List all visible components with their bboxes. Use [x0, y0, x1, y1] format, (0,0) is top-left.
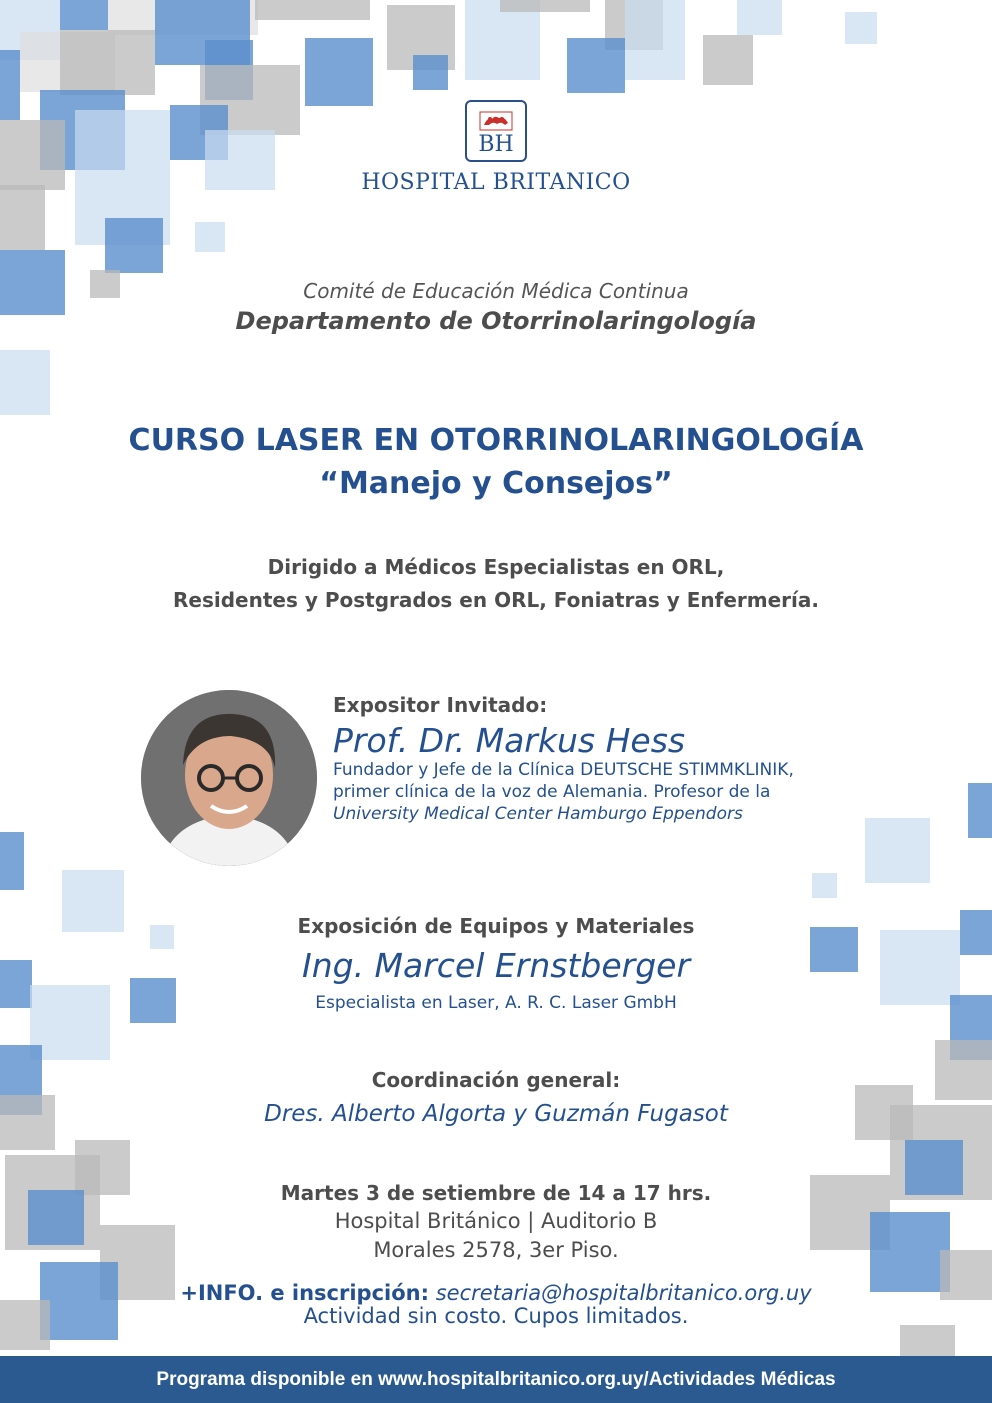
guest-speaker-heading: Expositor Invitado: — [333, 693, 548, 717]
hospital-name: HOSPITAL BRITANICO — [361, 170, 631, 195]
decor-square — [625, 0, 685, 80]
logo-initials: BH — [478, 132, 514, 157]
decor-square — [845, 12, 877, 44]
speaker-photo — [141, 690, 317, 866]
decor-square — [195, 222, 225, 252]
guest-speaker-bio-line: Fundador y Jefe de la Clínica DEUTSCHE STIMMKLINIK, — [333, 760, 794, 780]
course-subtitle: “Manejo y Consejos” — [319, 466, 673, 501]
decor-square — [413, 55, 448, 90]
decor-square — [0, 832, 24, 890]
guest-speaker-name: Prof. Dr. Markus Hess — [333, 721, 686, 760]
lion-crest-icon — [479, 111, 513, 131]
event-venue: Hospital Británico | Auditorio B — [334, 1209, 658, 1233]
guest-speaker-bio-line: primer clínica de la voz de Alemania. Profesor de la — [333, 782, 771, 802]
decor-square — [812, 873, 837, 898]
event-address: Morales 2578, 3er Piso. — [373, 1238, 619, 1262]
info-line — [0, 1281, 992, 1305]
decor-square — [900, 1325, 955, 1356]
department-name: Departamento de Otorrinolaringología — [235, 307, 757, 335]
course-title: CURSO LASER EN OTORRINOLARINGOLOGÍA — [128, 423, 864, 458]
info-email-link[interactable]: secretaria@hospitalbritanico.org.uy — [435, 1281, 812, 1305]
audience-line-2: Residentes y Postgrados en ORL, Foniatras y Enfermería. — [173, 588, 819, 612]
event-date: Martes 3 de setiembre de 14 a 17 hrs. — [280, 1181, 712, 1205]
equipment-heading: Exposición de Equipos y Materiales — [297, 914, 695, 938]
info-label: +INFO. e inscripción: — [180, 1281, 430, 1305]
footer-program-link[interactable]: Programa disponible en www.hospitalbritanico.org.uy/Actividades Médicas — [156, 1369, 836, 1390]
decor-square — [305, 38, 373, 106]
decor-square — [567, 38, 625, 93]
decor-square — [465, 0, 540, 80]
decor-square — [500, 0, 590, 12]
hospital-logo — [465, 100, 527, 162]
coordination-names: Dres. Alberto Algorta y Guzmán Fugasot — [264, 1101, 728, 1127]
coordination-heading: Coordinación general: — [371, 1068, 621, 1092]
decor-square — [968, 783, 992, 838]
decor-square — [105, 218, 163, 273]
equipment-presenter-role: Especialista en Laser, A. R. C. Laser GmbH — [315, 993, 677, 1013]
guest-speaker-block — [333, 693, 933, 825]
decor-square — [0, 50, 20, 120]
decor-square — [0, 350, 50, 415]
equipment-presenter-name: Ing. Marcel Ernstberger — [301, 946, 691, 985]
speaker-portrait-icon — [141, 690, 317, 866]
audience-line-1: Dirigido a Médicos Especialistas en ORL, — [267, 555, 725, 579]
decor-square — [865, 818, 930, 883]
decor-square — [255, 0, 370, 20]
guest-speaker-bio-line: University Medical Center Hamburgo Eppendors — [333, 804, 743, 824]
committee-name: Comité de Educación Médica Continua — [303, 279, 689, 303]
footer-bar — [0, 1356, 992, 1403]
decor-square — [703, 35, 753, 85]
decor-square — [60, 30, 155, 95]
cost-note: Actividad sin costo. Cupos limitados. — [303, 1304, 689, 1328]
decor-square — [737, 0, 782, 35]
decor-square — [60, 0, 108, 30]
